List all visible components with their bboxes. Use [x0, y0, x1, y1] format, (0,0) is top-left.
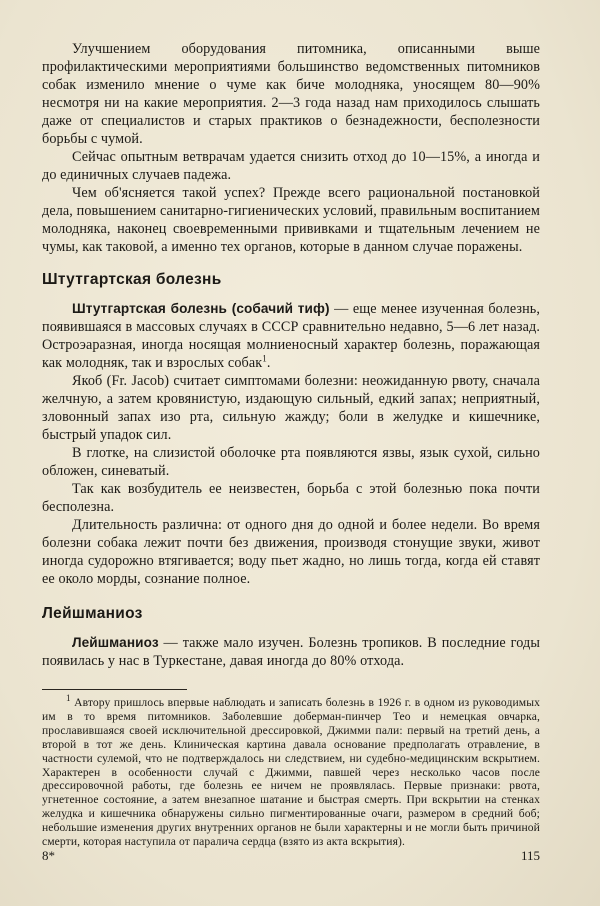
- paragraph: В глотке, на слизистой оболочке рта появляются язвы, язык сухой, сильно обложен, синеватый.: [42, 445, 540, 479]
- intro-text: — еще менее изученная болезнь, появившаяся в массовых случаях в СССР сравнительно недавно, 5—6 лет назад. Остроэаразная, иногда носящая молниеносный характер болезнь, поражающая как молодняк, так и взрослых собак: [42, 301, 541, 371]
- footnote: [42, 693, 540, 849]
- main-text: [42, 40, 540, 849]
- term-leishmaniasis: Лейшманиоз: [72, 635, 159, 650]
- paragraph: Так как возбудитель ее неизвестен, борьба с этой болезнью пока почти бесполезна.: [42, 481, 540, 515]
- footnote-text: Автору пришлось впервые наблюдать и записать болезнь в 1926 г. в одном из руководимых им в то время питомников. Заболевшие доберман-пинчер Тео и немецкая овчарка, прославившаяся своей исключительной дрессировкой, Джимми пали: первый на третий день, а второй в тот же день. Клиническая картина давала основание предполагать отравление, в частности сулемой, что не подтверждалось ни следствием, ни судебно-медицинским вскрытием. Характерен в особенности случай с Джимми, павшей через несколько часов после дрессировочной работы, где болезнь ее ничем не проявлялась. Первые признаки: рвота, угнетенное состояние, а затем внезапное шатание и быстрая смерть. При вскрытии на стенках желудка и кишечника обнаружены сильно пигментированные очаги, размером в средний боб; небольшие изменения других внутренних органов не были характерны и не могли быть причиной смерти, которая наступила от паралича сердца (взято из акта вскрытия).: [42, 696, 540, 849]
- footnote-paragraph: [42, 693, 540, 849]
- paragraph: Длительность различна: от одного дня до одной и более недели. Во время болезни собака лежит почти без движения, производя стонущие звуки, живот иногда судорожно втягивается; воду пьет жадно, но лишь тогда, когда ей ставят ее около морды, сознание полное.: [42, 517, 540, 587]
- section-title-stuttgart: Штутгартская болезнь: [42, 271, 222, 288]
- paragraph: Улучшением оборудования питомника, описанными выше профилактическими мероприятиями большинство ведомственных питомников собак изменило мнение о чуме как биче молодняка, уносящем 80—90% несмотря ни на какие мероприятия. 2—3 года назад нам приходилось слышать даже от специалистов и старых практиков о безнадежности, бесполезности борьбы с чумой.: [42, 41, 540, 147]
- section-title-leishmaniasis: Лейшманиоз: [42, 605, 143, 622]
- paragraph: Якоб (Fr. Jacob) считает симптомами болезни: неожиданную рвоту, сначала желчную, а затем кровянистую, издающую сильный, едкий запах; неприятный, зловонный запах изо рта, сильную жажду; боли в желудке и кишечнике, быстрый упадок сил.: [42, 373, 540, 443]
- page-number: 115: [520, 848, 540, 863]
- footnote-mark: 1: [66, 693, 71, 704]
- term-stuttgart: Штутгартская болезнь (собачий тиф): [72, 301, 330, 316]
- paragraph-stuttgart-intro: [42, 300, 540, 372]
- paragraph: Сейчас опытным ветврачам удается снизить отход до 10—15%, а иногда и до единичных случаев падежа.: [42, 149, 540, 183]
- footnote-divider: [42, 689, 187, 690]
- paragraph: Чем об'ясняется такой успех? Прежде всего рациональной постановкой дела, повышением санитарно-гигиенических условий, правильным воспитанием молодняка, наконец своевременными прививками и тщательным лечением не чумы, как таковой, а именно тех органов, которые в данном случае поражены.: [42, 185, 540, 255]
- leishmaniasis-text: — также мало изучен. Болезнь тропиков. В последние годы появилась у нас в Туркестане, давая иногда до 80% отхода.: [42, 635, 540, 669]
- footnote-reference: 1: [262, 353, 267, 364]
- signature-mark: 8*: [42, 848, 55, 863]
- intro-end: .: [266, 355, 271, 371]
- paragraph-leishmaniasis: [42, 634, 540, 670]
